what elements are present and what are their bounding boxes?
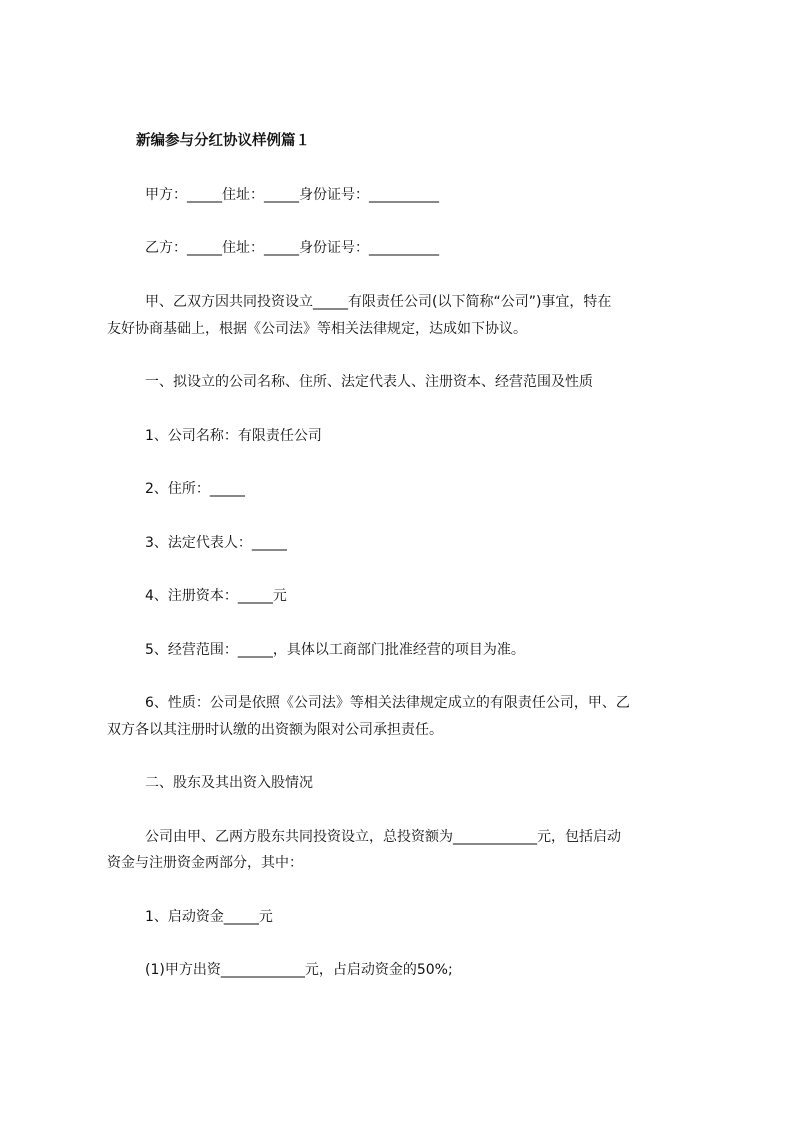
section2-paragraph-line2: 资金与注册资金两部分，其中：	[107, 855, 303, 871]
section2-paragraph-line1: 公司由甲、乙两方股东共同投资设立，总投资额为____________元，包括启动	[145, 829, 621, 845]
intro-paragraph-line1: 甲、乙双方因共同投资设立_____有限责任公司(以下简称“公司”)事宜，特在	[145, 294, 612, 310]
party-a-line: 甲方：_____住址：_____身份证号：__________	[145, 187, 439, 203]
section2-heading: 二、股东及其出资入股情况	[145, 775, 313, 791]
item-nature-line2: 双方各以其注册时认缴的出资额为限对公司承担责任。	[107, 722, 443, 738]
item-legal-representative: 3、法定代表人：_____	[145, 535, 287, 551]
item-registered-capital: 4、注册资本：_____元	[145, 588, 287, 604]
section1-heading: 一、拟设立的公司名称、住所、法定代表人、注册资本、经营范围及性质	[145, 374, 593, 390]
document-title: 新编参与分红协议样例篇１	[136, 133, 310, 149]
intro-paragraph-line2: 友好协商基础上，根据《公司法》等相关法律规定，达成如下协议。	[107, 321, 527, 337]
party-b-line: 乙方：_____住址：_____身份证号：__________	[145, 240, 439, 256]
party-a-contribution-line: (1)甲方出资____________元，占启动资金的50%;	[145, 962, 453, 978]
item-company-name: 1、公司名称：有限责任公司	[145, 428, 322, 444]
item-address: 2、住所：_____	[145, 481, 245, 497]
item-business-scope: 5、经营范围：_____，具体以工商部门批准经营的项目为准。	[145, 642, 525, 658]
item-nature-line1: 6、性质：公司是依照《公司法》等相关法律规定成立的有限责任公司，甲、乙	[145, 695, 630, 711]
startup-funds-line: 1、启动资金_____元	[145, 909, 273, 925]
